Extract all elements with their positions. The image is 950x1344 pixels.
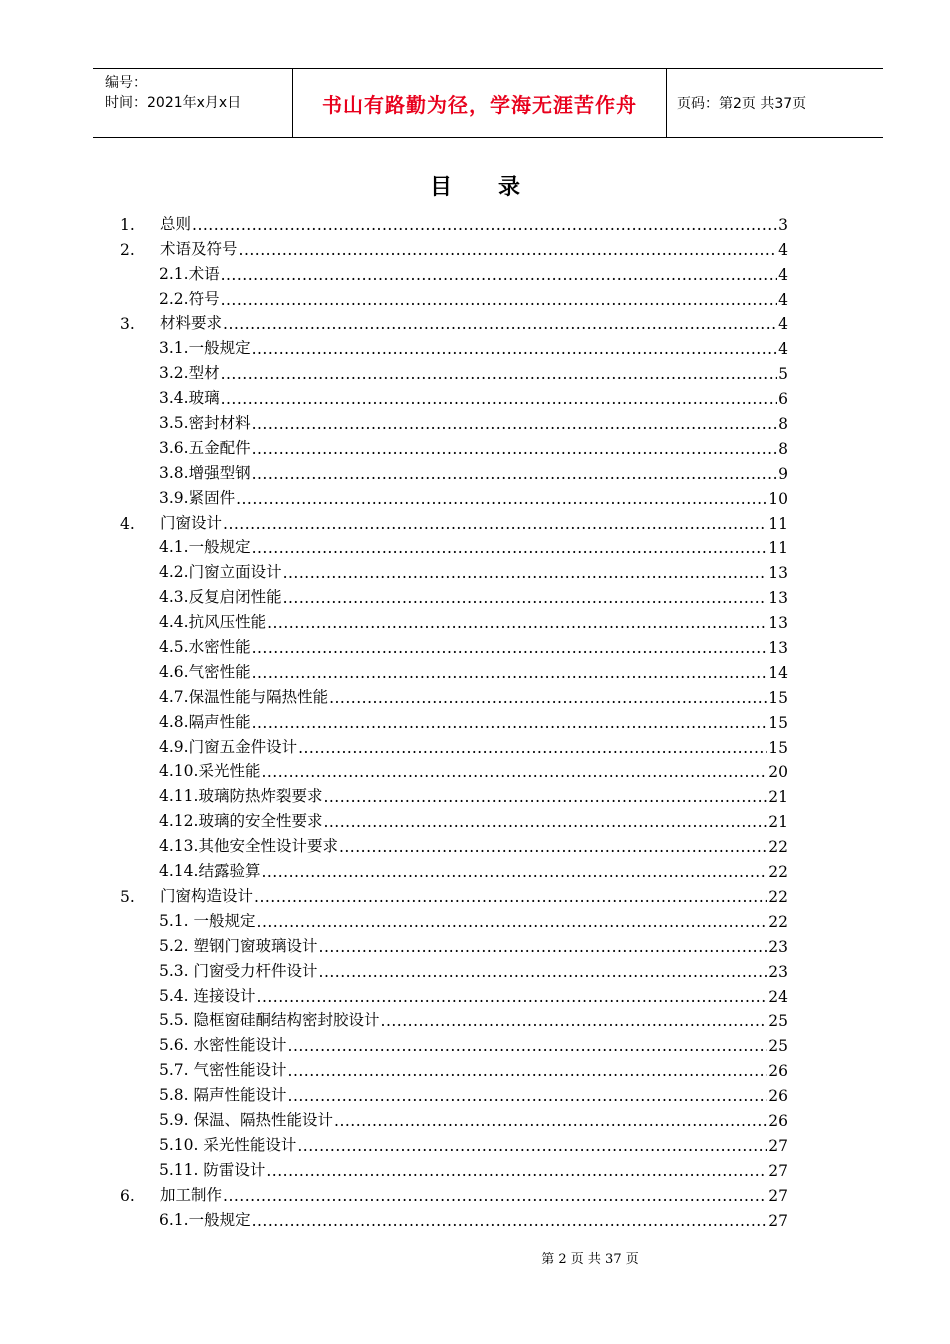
toc-entry-page: 4 xyxy=(778,240,788,259)
toc-leader-dots xyxy=(252,1212,768,1230)
toc-leader-dots xyxy=(236,490,767,508)
toc-leader-dots xyxy=(252,714,768,732)
toc-entry-page: 22 xyxy=(768,912,788,931)
toc-entry-page: 27 xyxy=(768,1186,788,1205)
toc-leader-dots xyxy=(261,863,767,881)
toc-leader-dots xyxy=(252,415,778,433)
toc-entry-label: 3.1.一般规定 xyxy=(159,339,251,358)
header-meta xyxy=(93,69,293,137)
toc-leader-dots xyxy=(223,515,767,533)
toc-entry-label: 术语及符号 xyxy=(160,239,238,258)
toc-entry-label: 门窗设计 xyxy=(160,513,223,532)
toc-entry-label: 5.7. 气密性能设计 xyxy=(159,1061,287,1080)
toc-entry-label: 5.1. 一般规定 xyxy=(159,911,256,930)
toc-entry-page: 27 xyxy=(768,1211,788,1230)
toc-entry[interactable] xyxy=(120,881,788,906)
toc-entry-page: 14 xyxy=(768,663,788,682)
toc-entry-label: 5.4. 连接设计 xyxy=(159,986,256,1005)
toc-entry-number: 4. xyxy=(120,514,135,533)
toc-entry-label: 4.12.玻璃的安全性要求 xyxy=(159,812,323,831)
toc-leader-dots xyxy=(283,564,768,582)
toc-entry-label: 4.10.采光性能 xyxy=(159,762,261,781)
toc-entry-page: 13 xyxy=(768,639,788,658)
toc-entry-page: 23 xyxy=(768,962,788,981)
toc-entry-page: 13 xyxy=(768,564,788,583)
toc-entry[interactable] xyxy=(120,757,788,782)
toc-entry[interactable] xyxy=(120,781,788,806)
toc-leader-dots xyxy=(223,315,777,333)
toc-entry[interactable] xyxy=(120,1130,788,1155)
toc-leader-dots xyxy=(257,988,768,1006)
toc-entry-page: 23 xyxy=(768,937,788,956)
toc-entry[interactable] xyxy=(120,931,788,956)
toc-entry-label: 5.2. 塑钢门窗玻璃设计 xyxy=(159,936,318,955)
toc-entry-page: 26 xyxy=(768,1062,788,1081)
toc-entry-page: 22 xyxy=(768,863,788,882)
toc-entry[interactable] xyxy=(120,1105,788,1130)
header-motto: 书山有路勤为径，学海无涯苦作舟 xyxy=(293,69,667,137)
toc-leader-dots xyxy=(261,763,767,781)
toc-entry-label: 4.4.抗风压性能 xyxy=(159,613,267,632)
toc-entry-page: 25 xyxy=(768,1037,788,1056)
toc-entry-label: 3.8.增强型钢 xyxy=(159,463,251,482)
toc-entry[interactable] xyxy=(120,209,788,234)
toc-leader-dots xyxy=(298,739,767,757)
toc-entry[interactable] xyxy=(120,1155,788,1180)
toc-entry-page: 21 xyxy=(768,788,788,807)
toc-entry[interactable] xyxy=(120,956,788,981)
toc-entry-label: 加工制作 xyxy=(160,1185,223,1204)
toc-entry[interactable] xyxy=(120,906,788,931)
toc-leader-dots xyxy=(319,963,768,981)
toc-leader-dots xyxy=(334,1112,767,1130)
toc-entry-label: 5.11. 防雷设计 xyxy=(159,1160,266,1179)
doc-time: 时间：2021年x月x日 xyxy=(105,95,242,111)
toc-entry[interactable] xyxy=(120,831,788,856)
toc-leader-dots xyxy=(381,1012,768,1030)
toc-entry[interactable] xyxy=(120,358,788,383)
toc-entry[interactable] xyxy=(120,1180,788,1205)
toc-entry-label: 4.7.保温性能与隔热性能 xyxy=(159,687,329,706)
toc-leader-dots xyxy=(252,440,778,458)
toc-entry-label: 5.8. 隔声性能设计 xyxy=(159,1086,287,1105)
toc-leader-dots xyxy=(297,1137,767,1155)
toc-entry[interactable] xyxy=(120,632,788,657)
toc-entry[interactable] xyxy=(120,383,788,408)
toc-entry-page: 9 xyxy=(778,464,788,483)
toc-leader-dots xyxy=(323,813,767,831)
toc-entry[interactable] xyxy=(120,234,788,259)
toc-entry[interactable] xyxy=(120,582,788,607)
toc-leader-dots xyxy=(288,1062,768,1080)
toc-entry-label: 4.11.玻璃防热炸裂要求 xyxy=(159,787,323,806)
toc-entry-page: 15 xyxy=(768,713,788,732)
toc-leader-dots xyxy=(252,664,768,682)
toc-entry[interactable] xyxy=(120,483,788,508)
toc-leader-dots xyxy=(339,838,767,856)
toc-entry-number: 3. xyxy=(120,315,135,334)
toc-leader-dots xyxy=(221,291,778,309)
toc-entry-label: 3.9.紧固件 xyxy=(159,488,236,507)
toc-entry[interactable] xyxy=(120,333,788,358)
toc-entry[interactable] xyxy=(120,607,788,632)
toc-entry-label: 4.3.反复启闭性能 xyxy=(159,588,282,607)
toc-leader-dots xyxy=(252,639,768,657)
toc-entry-label: 材料要求 xyxy=(160,314,223,333)
toc-leader-dots xyxy=(319,938,768,956)
toc-entry-label: 门窗构造设计 xyxy=(160,886,254,905)
page-footer: 第 2 页 共 37 页 xyxy=(541,1252,639,1267)
toc-leader-dots xyxy=(267,614,767,632)
toc-entry[interactable] xyxy=(120,806,788,831)
toc-entry[interactable] xyxy=(120,732,788,757)
toc-entry-page: 26 xyxy=(768,1087,788,1106)
toc-entry-page: 10 xyxy=(768,489,788,508)
toc-entry-page: 22 xyxy=(768,887,788,906)
toc-leader-dots xyxy=(266,1162,767,1180)
toc-entry[interactable] xyxy=(120,284,788,309)
toc-leader-dots xyxy=(239,241,778,259)
toc-entry-label: 4.5.水密性能 xyxy=(159,638,251,657)
toc-leader-dots xyxy=(192,216,777,234)
toc-entry-label: 2.1.术语 xyxy=(159,264,220,283)
toc-entry-page: 24 xyxy=(768,987,788,1006)
toc-entry-page: 11 xyxy=(768,539,788,558)
toc-entry-page: 6 xyxy=(778,390,788,409)
toc-entry-label: 5.5. 隐框窗硅酮结构密封胶设计 xyxy=(159,1011,380,1030)
toc-entry[interactable] xyxy=(120,408,788,433)
toc-entry[interactable] xyxy=(120,533,788,558)
toc-entry-page: 15 xyxy=(768,738,788,757)
toc-entry-label: 4.2.门窗立面设计 xyxy=(159,563,282,582)
toc-entry-page: 4 xyxy=(778,290,788,309)
toc-leader-dots xyxy=(221,390,778,408)
toc-entry[interactable] xyxy=(120,1055,788,1080)
toc-entry-page: 13 xyxy=(768,589,788,608)
toc-entry-label: 4.13.其他安全性设计要求 xyxy=(159,837,338,856)
toc-entry-number: 5. xyxy=(120,887,135,906)
toc-entry-page: 27 xyxy=(768,1136,788,1155)
table-of-contents xyxy=(120,209,788,1230)
toc-entry-page: 25 xyxy=(768,1012,788,1031)
toc-leader-dots xyxy=(323,788,767,806)
toc-entry[interactable] xyxy=(120,1030,788,1055)
toc-entry-number: 6. xyxy=(120,1186,135,1205)
toc-entry[interactable] xyxy=(120,1080,788,1105)
toc-entry-label: 总则 xyxy=(160,214,192,233)
toc-leader-dots xyxy=(283,589,768,607)
page-header xyxy=(93,68,883,138)
toc-entry-label: 5.10. 采光性能设计 xyxy=(159,1135,297,1154)
toc-entry[interactable] xyxy=(120,433,788,458)
toc-entry-label: 6.1.一般规定 xyxy=(159,1210,251,1229)
header-page-info: 页码：第2页 共37页 xyxy=(677,96,807,112)
toc-entry-label: 5.9. 保温、隔热性能设计 xyxy=(159,1110,334,1129)
toc-leader-dots xyxy=(252,465,778,483)
toc-entry[interactable] xyxy=(120,981,788,1006)
toc-entry-page: 11 xyxy=(768,514,788,533)
toc-entry-label: 3.4.玻璃 xyxy=(159,389,220,408)
toc-entry-label: 3.2.型材 xyxy=(159,364,220,383)
toc-entry-page: 13 xyxy=(768,614,788,633)
toc-leader-dots xyxy=(288,1087,768,1105)
toc-entry[interactable] xyxy=(120,259,788,284)
toc-entry-page: 15 xyxy=(768,688,788,707)
toc-entry-page: 21 xyxy=(768,813,788,832)
toc-leader-dots xyxy=(223,1187,767,1205)
toc-entry-page: 22 xyxy=(768,838,788,857)
toc-entry-label: 3.6.五金配件 xyxy=(159,438,251,457)
toc-entry-label: 4.8.隔声性能 xyxy=(159,712,251,731)
toc-entry[interactable] xyxy=(120,458,788,483)
toc-entry-page: 26 xyxy=(768,1111,788,1130)
toc-entry-label: 4.9.门窗五金件设计 xyxy=(159,737,298,756)
toc-entry-page: 8 xyxy=(778,415,788,434)
toc-entry-label: 4.6.气密性能 xyxy=(159,662,251,681)
toc-entry[interactable] xyxy=(120,682,788,707)
toc-entry-page: 20 xyxy=(768,763,788,782)
toc-entry-label: 5.6. 水密性能设计 xyxy=(159,1036,287,1055)
toc-title: 目录 xyxy=(429,175,566,200)
toc-entry-number: 2. xyxy=(120,240,135,259)
toc-entry[interactable] xyxy=(120,707,788,732)
toc-entry-page: 4 xyxy=(778,265,788,284)
toc-entry-page: 3 xyxy=(778,215,788,234)
toc-entry[interactable] xyxy=(120,856,788,881)
toc-leader-dots xyxy=(221,365,778,383)
toc-entry-page: 4 xyxy=(778,340,788,359)
toc-entry[interactable] xyxy=(120,1006,788,1031)
toc-entry-page: 8 xyxy=(778,439,788,458)
toc-entry[interactable] xyxy=(120,508,788,533)
toc-entry[interactable] xyxy=(120,557,788,582)
toc-entry-label: 2.2.符号 xyxy=(159,289,220,308)
toc-leader-dots xyxy=(288,1037,768,1055)
toc-leader-dots xyxy=(252,340,778,358)
toc-leader-dots xyxy=(252,539,768,557)
toc-leader-dots xyxy=(221,266,778,284)
toc-leader-dots xyxy=(257,913,768,931)
toc-entry-label: 4.1.一般规定 xyxy=(159,538,251,557)
toc-entry-number: 1. xyxy=(120,215,135,234)
toc-entry[interactable] xyxy=(120,657,788,682)
toc-entry-page: 4 xyxy=(778,315,788,334)
toc-entry-label: 4.14.结露验算 xyxy=(159,862,261,881)
doc-number-label: 编号： xyxy=(105,75,147,91)
toc-entry[interactable] xyxy=(120,309,788,334)
toc-entry-page: 5 xyxy=(778,365,788,384)
toc-entry-label: 5.3. 门窗受力杆件设计 xyxy=(159,961,318,980)
toc-leader-dots xyxy=(329,689,767,707)
toc-entry-page: 27 xyxy=(768,1161,788,1180)
toc-leader-dots xyxy=(254,888,767,906)
toc-entry[interactable] xyxy=(120,1205,788,1230)
toc-entry-label: 3.5.密封材料 xyxy=(159,414,251,433)
